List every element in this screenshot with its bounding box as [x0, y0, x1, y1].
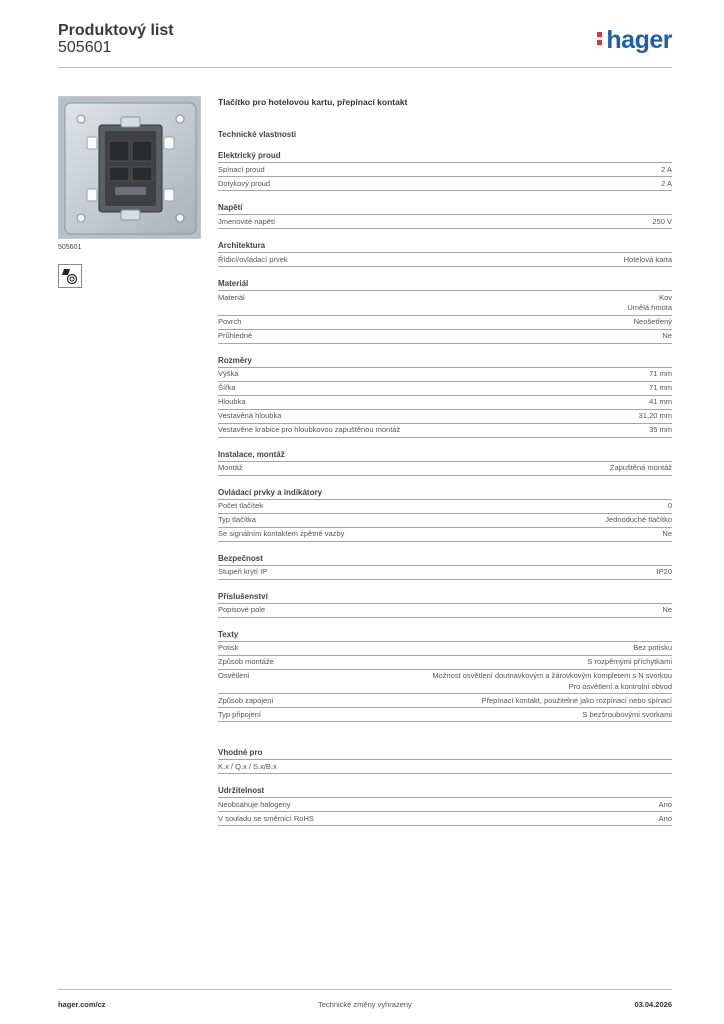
spec-value: 35 mm — [649, 425, 672, 434]
spec-row — [218, 462, 672, 476]
spec-label: Montáž — [218, 463, 243, 472]
spec-value: 71 mm — [649, 369, 672, 378]
hotel-card-symbol-icon — [58, 264, 82, 288]
spec-label: Hloubka — [218, 397, 246, 406]
spec-label: Vestavěné krabice pro hloubkovou zapuštěnou montáž — [218, 425, 401, 434]
spec-row — [218, 500, 672, 514]
spec-row — [218, 708, 672, 722]
spec-row — [218, 566, 672, 580]
specification-content — [218, 96, 672, 826]
spec-label: Způsob montáže — [218, 657, 274, 666]
spec-value: Přepínací kontakt, použitelné jako rozpínací nebo spínací — [481, 695, 672, 705]
section-title: Texty — [218, 628, 672, 642]
spec-value: 250 V — [652, 216, 672, 226]
spec-label: Potisk — [218, 643, 239, 652]
spec-value: Ne — [662, 331, 672, 340]
logo-text: hager — [606, 26, 672, 54]
spec-row — [218, 177, 672, 191]
spec-row — [218, 316, 672, 330]
section-title: Bezpečnost — [218, 552, 672, 566]
spec-label: Počet tlačítek — [218, 501, 264, 510]
spec-row — [218, 528, 672, 542]
switch-mechanism-illustration — [59, 97, 201, 239]
spec-value: Ne — [662, 605, 672, 614]
document-header — [58, 20, 672, 68]
spec-label: K.x / Q.x / S.x/B.x — [218, 761, 277, 771]
spec-row — [218, 291, 672, 316]
spec-value: Ano — [658, 813, 672, 823]
spec-value: Ne — [662, 529, 672, 538]
spec-label: Osvětlení — [218, 671, 250, 680]
spec-value: Bez potisku — [633, 643, 672, 652]
spec-label: Typ tlačítka — [218, 515, 256, 524]
spec-value: Hotelová karta — [623, 254, 672, 264]
spec-row — [218, 656, 672, 670]
section-title: Elektrický proud — [218, 149, 672, 163]
spec-row — [218, 760, 672, 774]
spec-value: IP20 — [656, 567, 672, 576]
spec-row — [218, 604, 672, 618]
document-title: Produktový list — [58, 22, 174, 39]
footer-date: 03.04.2026 — [634, 1000, 672, 1009]
spec-label: Výška — [218, 369, 239, 378]
spec-value: 31,20 mm — [638, 411, 672, 420]
spec-label: Šířka — [218, 383, 236, 392]
section-title: Materiál — [218, 277, 672, 291]
section-title: Napětí — [218, 201, 672, 215]
spec-row — [218, 163, 672, 177]
spec-label: Materiál — [218, 292, 245, 302]
document-number: 505601 — [58, 39, 112, 56]
spec-row — [218, 368, 672, 382]
spec-row — [218, 514, 672, 528]
spec-row — [218, 410, 672, 424]
spec-value: 41 mm — [649, 397, 672, 406]
spec-label: Popisové pole — [218, 605, 266, 614]
spec-label: V souladu se směrnicí RoHS — [218, 813, 314, 823]
spec-value: 2 A — [661, 178, 672, 188]
spec-row — [218, 424, 672, 438]
spec-label: Spínací proud — [218, 164, 265, 174]
section-title: Instalace, montáž — [218, 448, 672, 462]
spec-label: Neobsahuje halogeny — [218, 799, 291, 809]
logo-dots-icon — [597, 29, 603, 47]
spec-row — [218, 253, 672, 267]
spec-label: Dotykový proud — [218, 178, 271, 188]
product-name: Tlačítko pro hotelovou kartu, přepínací kontakt — [218, 97, 408, 107]
spec-label: Jmenovité napětí — [218, 216, 276, 226]
spec-value: 71 mm — [649, 383, 672, 392]
spec-row — [218, 812, 672, 826]
spec-value: Jednoduché tlačítko — [605, 515, 672, 524]
spec-row — [218, 382, 672, 396]
spec-value: S rozpěrnými příchytkami — [587, 657, 672, 666]
spec-value: Možnost osvětlení doutnavkovým a žárovkovým kompletem s N svorkou Pro osvětlení a kontrolní obvod — [432, 671, 672, 691]
spec-row — [218, 642, 672, 656]
spec-value: Kov Umělá hmota — [627, 292, 672, 312]
spec-label: Řídicí/ovládací prvek — [218, 254, 288, 264]
technical-properties-heading: Technické vlastnosti — [218, 130, 297, 139]
spec-row — [218, 798, 672, 812]
hager-logo — [597, 26, 672, 54]
spec-value: Ano — [658, 799, 672, 809]
section-title: Ovládací prvky a indikátory — [218, 486, 672, 500]
spec-label: Typ připojení — [218, 709, 261, 719]
spec-value: S bezšroubovými svorkami — [582, 709, 672, 719]
spec-label: Stupeň krytí IP — [218, 567, 268, 576]
section-title: Rozměry — [218, 354, 672, 368]
section-title: Příslušenství — [218, 590, 672, 604]
spec-value: Zapuštěná montáž — [609, 463, 672, 472]
specification-sections — [218, 149, 672, 826]
footer-website: hager.com/cz — [58, 1000, 106, 1009]
spec-label: Povrch — [218, 317, 242, 326]
section-title: Udržitelnost — [218, 784, 672, 798]
image-caption: 505601 — [58, 244, 82, 251]
spec-row — [218, 215, 672, 229]
spec-label: Se signálním kontaktem zpětné vazby — [218, 529, 345, 538]
product-image — [58, 96, 201, 239]
footer-note: Technické změny vyhrazeny — [318, 1000, 412, 1009]
spec-label: Průhledné — [218, 331, 253, 340]
spec-row — [218, 330, 672, 344]
spec-label: Způsob zapojení — [218, 695, 274, 705]
spec-value: 0 — [667, 501, 672, 510]
spec-label: Vestavěná hloubka — [218, 411, 282, 420]
document-footer — [58, 989, 672, 1015]
section-title: Vhodné pro — [218, 746, 672, 760]
spec-row — [218, 694, 672, 708]
section-title: Architektura — [218, 239, 672, 253]
spec-value: Neošetřený — [633, 317, 672, 326]
spec-row — [218, 670, 672, 695]
spec-row — [218, 396, 672, 410]
spec-value: 2 A — [661, 164, 672, 174]
